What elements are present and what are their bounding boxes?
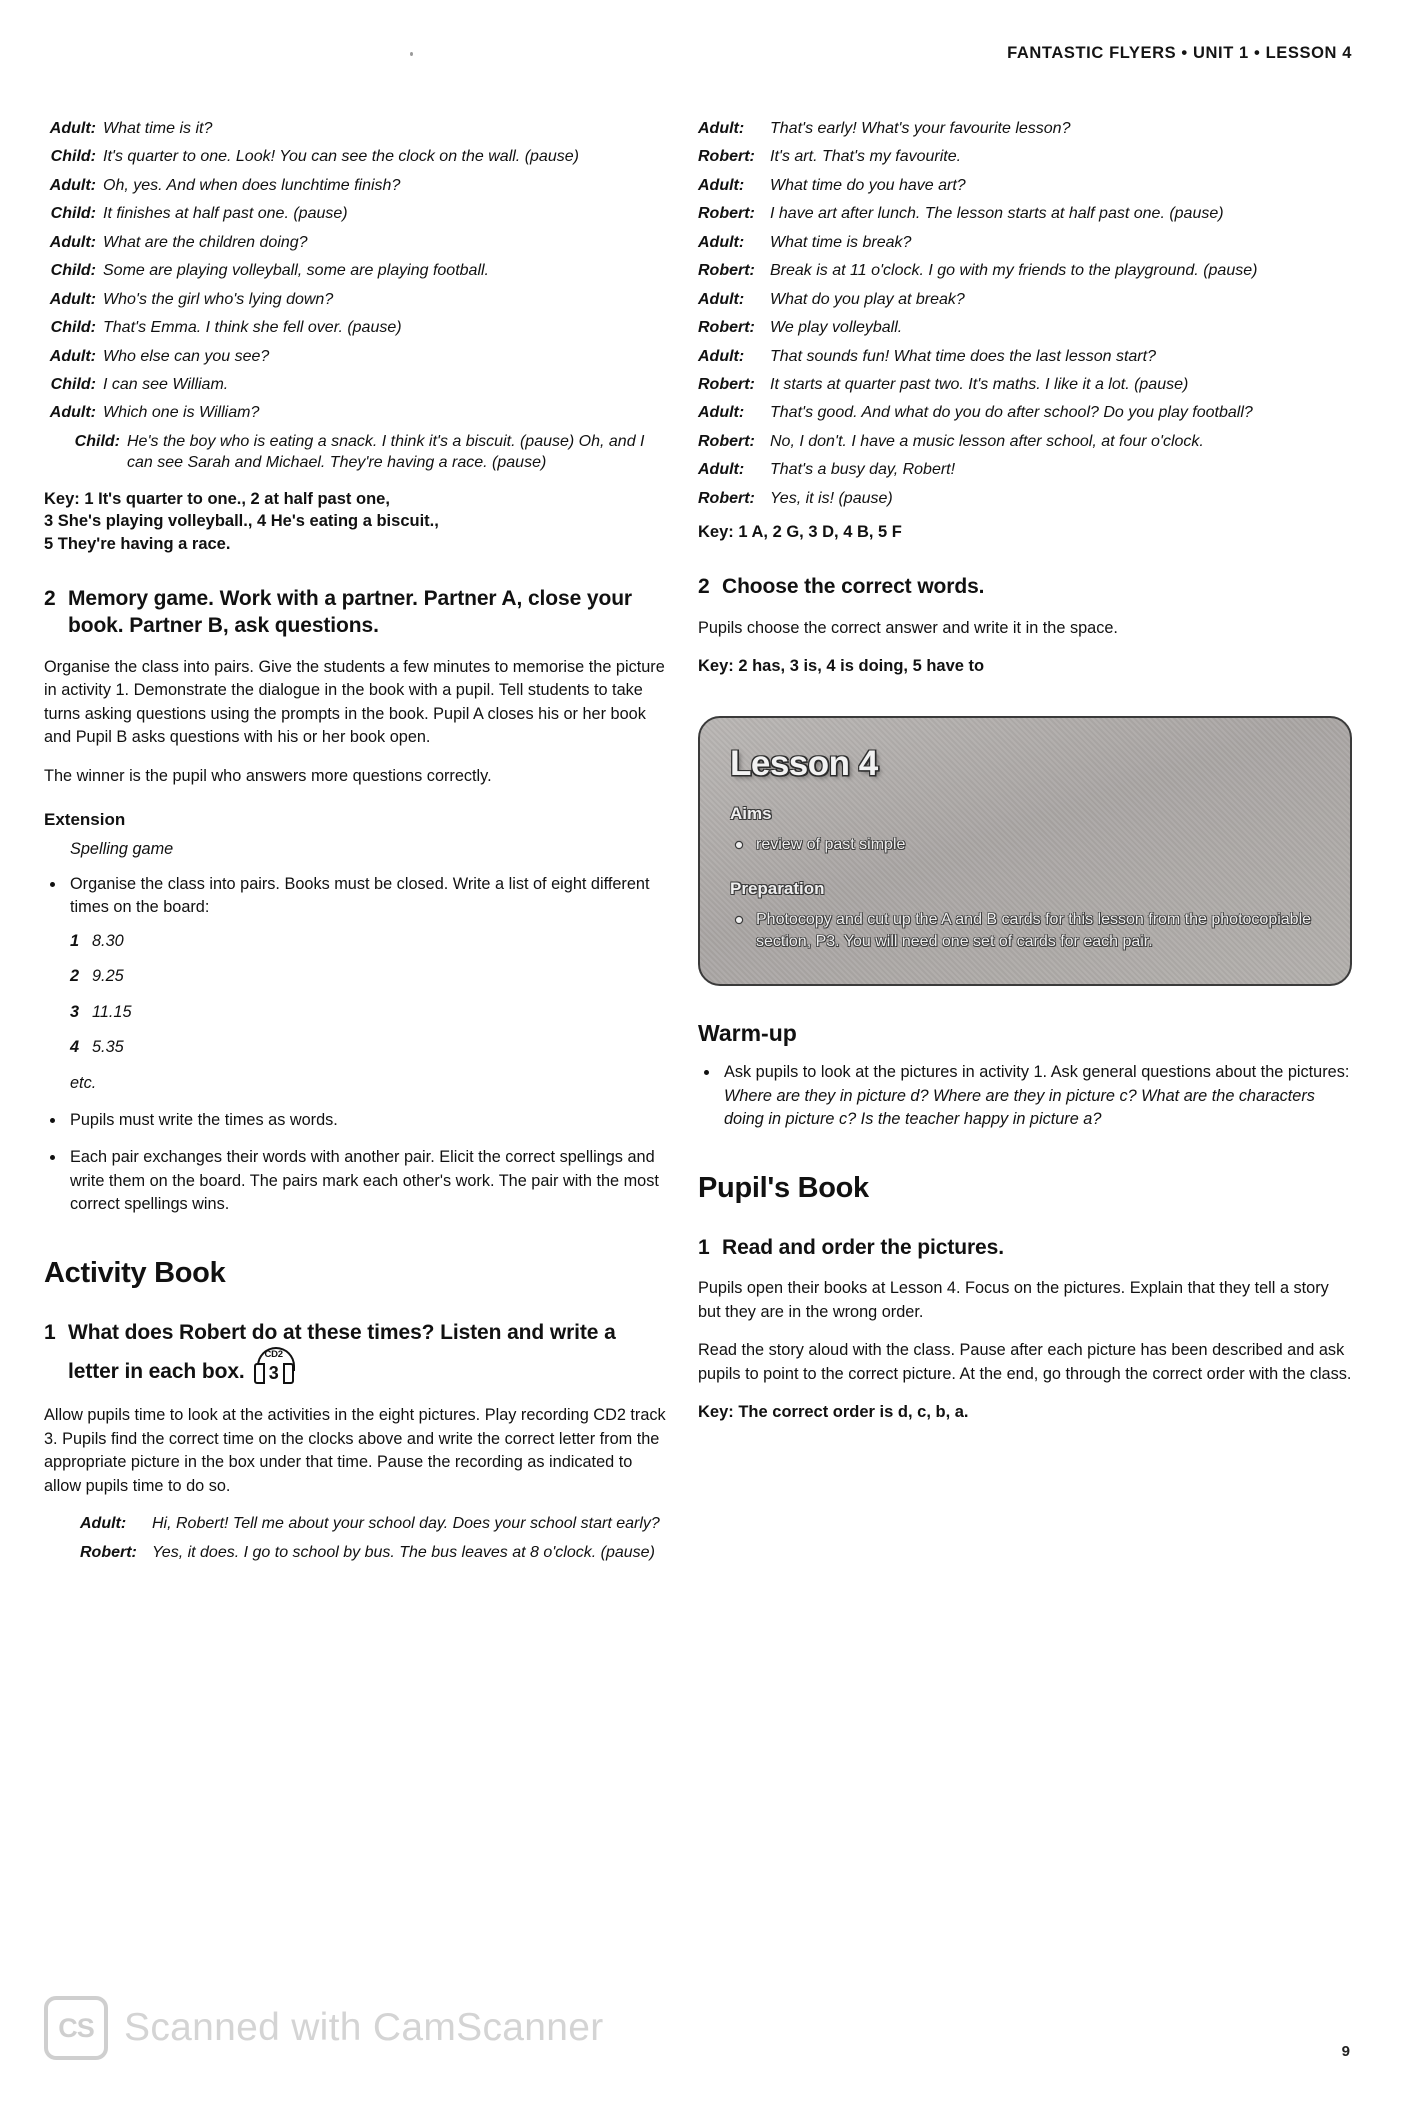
speaker-label: Adult: — [49, 347, 96, 365]
speaker-utterance: What are the children doing? — [103, 233, 308, 251]
speaker-label: Adult: — [49, 404, 96, 422]
activity-number: 2 — [698, 574, 710, 598]
running-head: FANTASTIC FLYERS • UNIT 1 • LESSON 4 — [1007, 44, 1352, 62]
page-number: 9 — [1341, 2043, 1350, 2060]
cd-label: CD2 — [264, 1349, 283, 1361]
dialogue-line — [44, 402, 666, 423]
speaker-utterance: It's quarter to one. Look! You can see the clock on the wall. (pause) — [103, 148, 579, 166]
dialogue-line — [44, 289, 666, 310]
speaker-utterance: Yes, it is! (pause) — [770, 489, 893, 507]
speaker-label: Adult: — [698, 461, 745, 479]
speaker-utterance: He's the boy who is eating a snack. I think it's a biscuit. (pause) Oh, and I can see Sarah and Michael. They're having a race. (pause) — [127, 432, 645, 472]
list-item — [698, 1061, 1352, 1131]
camscanner-text: Scanned with CamScanner — [124, 2006, 604, 2049]
speaker-label: Robert: — [698, 262, 755, 280]
right-column — [688, 118, 1408, 1570]
dialogue-activity-book-continued — [698, 118, 1352, 509]
speaker-utterance: It's art. That's my favourite. — [770, 148, 962, 166]
dialogue-line — [44, 431, 666, 474]
speaker-label: Child: — [50, 262, 96, 280]
speaker-label: Adult: — [698, 404, 745, 422]
speaker-label: Adult: — [698, 120, 745, 137]
lesson-panel-title: Lesson 4 — [730, 743, 878, 783]
aims-heading: Aims — [730, 803, 772, 823]
speaker-utterance: What time is break? — [770, 233, 912, 251]
etc-label: etc. — [70, 1073, 97, 1092]
time-number: 1 — [70, 931, 80, 950]
speaker-label: Adult: — [698, 347, 745, 365]
pb-activity-1-heading — [698, 1235, 1352, 1262]
dialogue-line — [698, 289, 1352, 310]
answer-key-ab-activity-2: Key: 2 has, 3 is, 4 is doing, 5 have to — [698, 657, 985, 676]
dialogue-line — [698, 374, 1352, 395]
speaker-utterance: Yes, it does. I go to school by bus. The bus leaves at 8 o'clock. (pause) — [152, 1543, 655, 1561]
activity-2-paragraph: The winner is the pupil who answers more questions correctly. — [44, 766, 492, 785]
bullet-text: Organise the class into pairs. Books must be closed. Write a list of eight different times on the board: — [70, 875, 650, 917]
dialogue-line — [44, 232, 666, 253]
activity-book-activity-1-heading — [44, 1320, 666, 1389]
speaker-utterance: No, I don't. I have a music lesson after school, at four o'clock. — [770, 432, 1204, 450]
speaker-label: Child: — [50, 205, 96, 223]
list-item — [70, 965, 666, 988]
pb-activity-1-paragraph: Read the story aloud with the class. Pause after each picture has been described and ask pupils to point to the correct picture. At the end, go through the correct order with the class. — [698, 1341, 1352, 1383]
preparation-heading: Preparation — [730, 878, 825, 898]
speaker-utterance: That's early! What's your favourite lesson? — [770, 120, 1071, 137]
dialogue-line — [698, 431, 1352, 452]
dialogue-line — [698, 317, 1352, 338]
speaker-label: Adult: — [49, 120, 96, 137]
answer-key-pb-activity-1: Key: The correct order is d, c, b, a. — [698, 1403, 969, 1422]
list-item — [70, 930, 666, 953]
answer-key-line: Key: 1 It's quarter to one., 2 at half past one, — [44, 489, 390, 508]
cd-track-icon — [251, 1346, 297, 1388]
camscanner-watermark — [44, 1996, 604, 2060]
dialogue-line — [80, 1513, 666, 1534]
speaker-label: Adult: — [698, 176, 745, 194]
lesson-info-panel — [698, 716, 1352, 986]
speaker-label: Adult: — [49, 233, 96, 251]
left-column — [0, 118, 688, 1570]
time-value: 9.25 — [92, 967, 124, 986]
answer-key-activity-1 — [44, 488, 666, 556]
list-item — [44, 873, 666, 1060]
extension-subtitle: Spelling game — [70, 840, 174, 858]
dialogue-line — [44, 346, 666, 367]
speaker-utterance: We play volleyball. — [770, 319, 903, 337]
speaker-utterance: Oh, yes. And when does lunchtime finish? — [103, 176, 401, 194]
time-value: 5.35 — [92, 1038, 124, 1057]
speaker-label: Adult: — [49, 290, 96, 308]
extension-bullet-list-2 — [44, 1109, 666, 1217]
speaker-utterance: Some are playing volleyball, some are playing football. — [103, 262, 489, 280]
speaker-label: Adult: — [698, 233, 745, 251]
speaker-utterance: That sounds fun! What time does the last lesson start? — [770, 347, 1156, 365]
dialogue-line — [44, 175, 666, 196]
dialogue-line — [44, 203, 666, 224]
dialogue-line — [80, 1542, 666, 1563]
activity-title: Read and order the pictures. — [722, 1235, 1004, 1259]
speaker-label: Robert: — [698, 148, 755, 166]
speaker-utterance: What time do you have art? — [770, 176, 966, 194]
speaker-label: Child: — [50, 148, 96, 166]
bullet-text-italic: Where are they in picture d? Where are they in picture c? What are the characters doing in picture c? Is the teacher happy in picture a? — [724, 1086, 1315, 1129]
two-column-body — [0, 118, 1408, 1570]
activity-number: 2 — [44, 586, 56, 610]
times-list — [70, 930, 666, 1060]
activity-book-heading: Activity Book — [44, 1256, 226, 1289]
speaker-utterance: Who's the girl who's lying down? — [103, 290, 334, 308]
dialogue-activity-book — [44, 1513, 666, 1563]
activity-title: Memory game. Work with a partner. Partner A, close your book. Partner B, ask questions. — [68, 586, 633, 637]
speaker-utterance: Hi, Robert! Tell me about your school day. Does your school start early? — [152, 1515, 660, 1533]
time-number: 2 — [70, 967, 80, 986]
speaker-utterance: That's a busy day, Robert! — [770, 461, 956, 479]
speaker-label: Child: — [50, 375, 96, 393]
activity-title — [68, 1320, 666, 1389]
list-item: Each pair exchanges their words with another pair. Elicit the correct spellings and write them on the board. The pairs mark each other's work. The pair with the most correct spellings wins. — [44, 1146, 666, 1216]
answer-key-line: 3 She's playing volleyball., 4 He's eating a biscuit., — [44, 512, 439, 531]
answer-key-ab-activity-1: Key: 1 A, 2 G, 3 D, 4 B, 5 F — [698, 523, 902, 542]
speaker-label: Adult: — [698, 290, 745, 308]
speaker-utterance: It starts at quarter past two. It's maths. I like it a lot. (pause) — [770, 375, 1189, 393]
pupils-book-heading: Pupil's Book — [698, 1171, 869, 1204]
time-number: 3 — [70, 1002, 80, 1021]
speaker-label: Robert: — [80, 1543, 137, 1561]
speaker-utterance: What do you play at break? — [770, 290, 965, 308]
dialogue-line — [44, 118, 666, 139]
dialogue-line — [44, 317, 666, 338]
speaker-utterance: That's Emma. I think she fell over. (pause) — [103, 319, 402, 337]
dialogue-line — [44, 260, 666, 281]
warm-up-bullet-list — [698, 1061, 1352, 1131]
ab-activity-2-heading — [698, 574, 1352, 601]
activity-number: 1 — [698, 1235, 710, 1259]
activity-title-text: What does Robert do at these times? Listen and write a letter in each box. — [68, 1320, 616, 1384]
list-item: Photocopy and cut up the A and B cards for this lesson from the photocopiable section, P3. You will need one set of cards for each pair. — [730, 909, 1320, 954]
dialogue-activity-1 — [44, 118, 666, 474]
dialogue-line — [698, 402, 1352, 423]
preparation-list — [730, 909, 1320, 954]
speaker-label: Adult: — [80, 1515, 127, 1533]
list-item — [70, 1001, 666, 1024]
activity-number: 1 — [44, 1320, 56, 1344]
dialogue-line — [698, 459, 1352, 480]
speaker-utterance: I have art after lunch. The lesson starts at half past one. (pause) — [770, 205, 1224, 223]
track-number: 3 — [268, 1363, 279, 1384]
aims-list — [730, 834, 1320, 857]
dialogue-line — [44, 146, 666, 167]
speaker-utterance: It finishes at half past one. (pause) — [103, 205, 348, 223]
list-item: review of past simple — [730, 834, 1320, 857]
time-number: 4 — [70, 1038, 80, 1057]
bullet-text: Ask pupils to look at the pictures in activity 1. Ask general questions about the pictures: — [724, 1063, 1350, 1082]
dialogue-line — [698, 346, 1352, 367]
speaker-utterance: That's good. And what do you do after school? Do you play football? — [770, 404, 1253, 422]
dialogue-line — [698, 488, 1352, 509]
speaker-utterance: Break is at 11 o'clock. I go with my friends to the playground. (pause) — [770, 262, 1258, 280]
ab-activity-2-paragraph: Pupils choose the correct answer and write it in the space. — [698, 618, 1118, 637]
warm-up-heading: Warm-up — [698, 1020, 797, 1047]
list-item — [70, 1036, 666, 1059]
activity-book-paragraph: Allow pupils time to look at the activities in the eight pictures. Play recording CD2 track 3. Pupils find the correct time on the clocks above and write the correct letter from the appropriate picture in the box under that time. Pause the recording as indicated to allow pupils time to do so. — [44, 1406, 666, 1495]
speaker-label: Robert: — [698, 375, 755, 393]
dialogue-line — [698, 146, 1352, 167]
pb-activity-1-paragraph: Pupils open their books at Lesson 4. Focus on the pictures. Explain that they tell a story but they are in the wrong order. — [698, 1279, 1329, 1321]
speaker-label: Robert: — [698, 489, 755, 507]
camscanner-badge-icon: CS — [44, 1996, 108, 2060]
speaker-utterance: Which one is William? — [103, 404, 260, 422]
list-item: Pupils must write the times as words. — [44, 1109, 666, 1132]
speaker-label: Adult: — [49, 176, 96, 194]
activity-title: Choose the correct words. — [722, 574, 985, 598]
extension-heading: Extension — [44, 810, 126, 829]
dialogue-line — [698, 118, 1352, 139]
time-value: 8.30 — [92, 931, 124, 950]
activity-2-paragraph: Organise the class into pairs. Give the students a few minutes to memorise the picture in activity 1. Demonstrate the dialogue in the book with a pupil. Tell students to take turns asking questions using the prompts in the book. Pupil A closes his or her book and Pupil B asks questions with his or her book open. — [44, 657, 665, 747]
scan-speck — [410, 52, 413, 56]
speaker-label: Robert: — [698, 319, 755, 337]
answer-key-line: 5 They're having a race. — [44, 535, 231, 554]
extension-bullet-list — [44, 873, 666, 1060]
speaker-utterance: I can see William. — [103, 375, 229, 393]
dialogue-line — [698, 175, 1352, 196]
speaker-utterance: What time is it? — [103, 120, 213, 137]
dialogue-line — [44, 374, 666, 395]
speaker-label: Child: — [74, 432, 120, 450]
dialogue-line — [698, 203, 1352, 224]
speaker-utterance: Who else can you see? — [103, 347, 270, 365]
time-value: 11.15 — [92, 1002, 132, 1021]
speaker-label: Robert: — [698, 432, 755, 450]
speaker-label: Robert: — [698, 205, 755, 223]
dialogue-line — [698, 260, 1352, 281]
speaker-label: Child: — [50, 319, 96, 337]
dialogue-line — [698, 232, 1352, 253]
activity-2-heading — [44, 586, 666, 640]
